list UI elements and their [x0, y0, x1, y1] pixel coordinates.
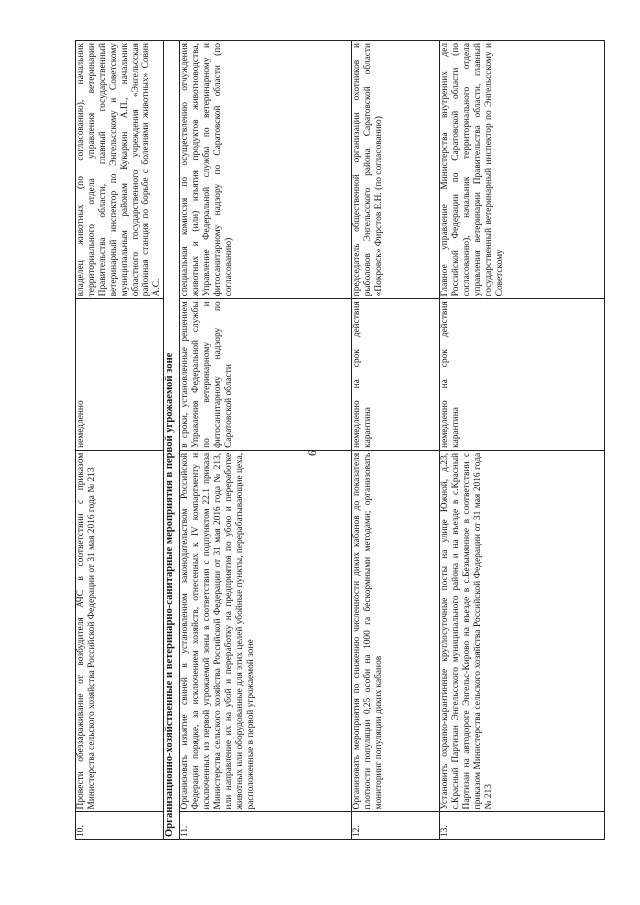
- table-row: [352, 41, 440, 840]
- row-number: 13.: [440, 812, 605, 840]
- table-row: [180, 41, 352, 840]
- measures-table-sheet: [75, 40, 605, 840]
- row-term: немедленно на срок действия карантина: [352, 299, 440, 451]
- row-responsible: владелец животных (по согласованию), начальник территориального отдела управления ветеринарии Правительства области, главный государственный ветеринарный инспектор по Энгельсскому и Советскому муниципальным районам Кукаркин А.П., начальник областного государственного учреждения «Энгельсская районная станция по борьбе с болезнями животных» Совин А.С.: [76, 41, 164, 299]
- row-action: Организовать мероприятия по снижению численности диких кабанов до показателя плотности популяции 0,25 особи на 1000 га бескормными методами; организовать мониторинг популяции диких кабанов: [352, 450, 440, 812]
- section-heading: Организационно-хозяйственные и ветеринарно-санитарные мероприятия в первой угрожаемой зоне: [164, 41, 180, 840]
- row-term: немедленно на срок действия карантина: [440, 299, 605, 451]
- page-number: 6: [305, 450, 319, 456]
- section-heading-row: [164, 41, 180, 840]
- row-term: в сроки, установленные решением Управления Федеральной службы по ветеринарному и фитосанитарному надзору по Саратовской области: [180, 299, 352, 451]
- row-action: Установить охранно-карантинные круглосуточные посты на улице Южной, д.23, с.Красный Партизан Энгельсского муниципального района и на въезде в с.Красный Партизан на автодороге Энгельс-Кирово на въезде в с.Безымянное в соответствии с приказом Министерства сельского хозяйства Российской Федерации от 31 мая 2016 года № 213: [440, 450, 605, 812]
- row-term: немедленно: [76, 299, 164, 451]
- measures-table: [75, 40, 605, 840]
- row-responsible: Главное управление Министерства внутренних дел Российской Федерации по Саратовской области (по согласованию), начальник территориального отдела управления ветеринарии Правительства области, главный государственный ветеринарный инспектор по Энгельсскому и Советскому: [440, 41, 605, 299]
- table-row: [440, 41, 605, 840]
- row-number: 10.: [76, 812, 164, 840]
- row-responsible: председатель общественной организации охотников и рыболовов Энгельсского района Саратовской области «Покровск» Фирстов Е.Н. (по согласованию): [352, 41, 440, 299]
- table-row: [76, 41, 164, 840]
- row-number: 11.: [180, 812, 352, 840]
- row-number: 12.: [352, 812, 440, 840]
- row-action: Провести обеззараживание от возбудителя АЧС в соответствии с приказом Министерства сельского хозяйства Российской Федерации от 31 мая 2016 года № 213: [76, 450, 164, 812]
- row-action: Организовать изъятие свиней в установленном законодательством Российской Федерации порядке, за исключением хозяйств, отнесенных к IV компартменту и исключенных из первой угрожаемой зоны в соответствии с подпунктом 22.1 приказа Министерства сельского хозяйства Российской Федерации от 31 мая 2016 года № 213, или направление их на убой и переработку на предприятия по убою и переработке животных или оборудованные для этих целей убойные пункты, перерабатывающие цеха, расположенные в первой угрожаемой зоне: [180, 450, 352, 812]
- row-responsible: специальная комиссия по осуществлению отчуждения животных и (или) изъятия продуктов животноводства, Управление Федеральной службы по ветеринарному и фитосанитарному надзору по Саратовской области (по согласованию): [180, 41, 352, 299]
